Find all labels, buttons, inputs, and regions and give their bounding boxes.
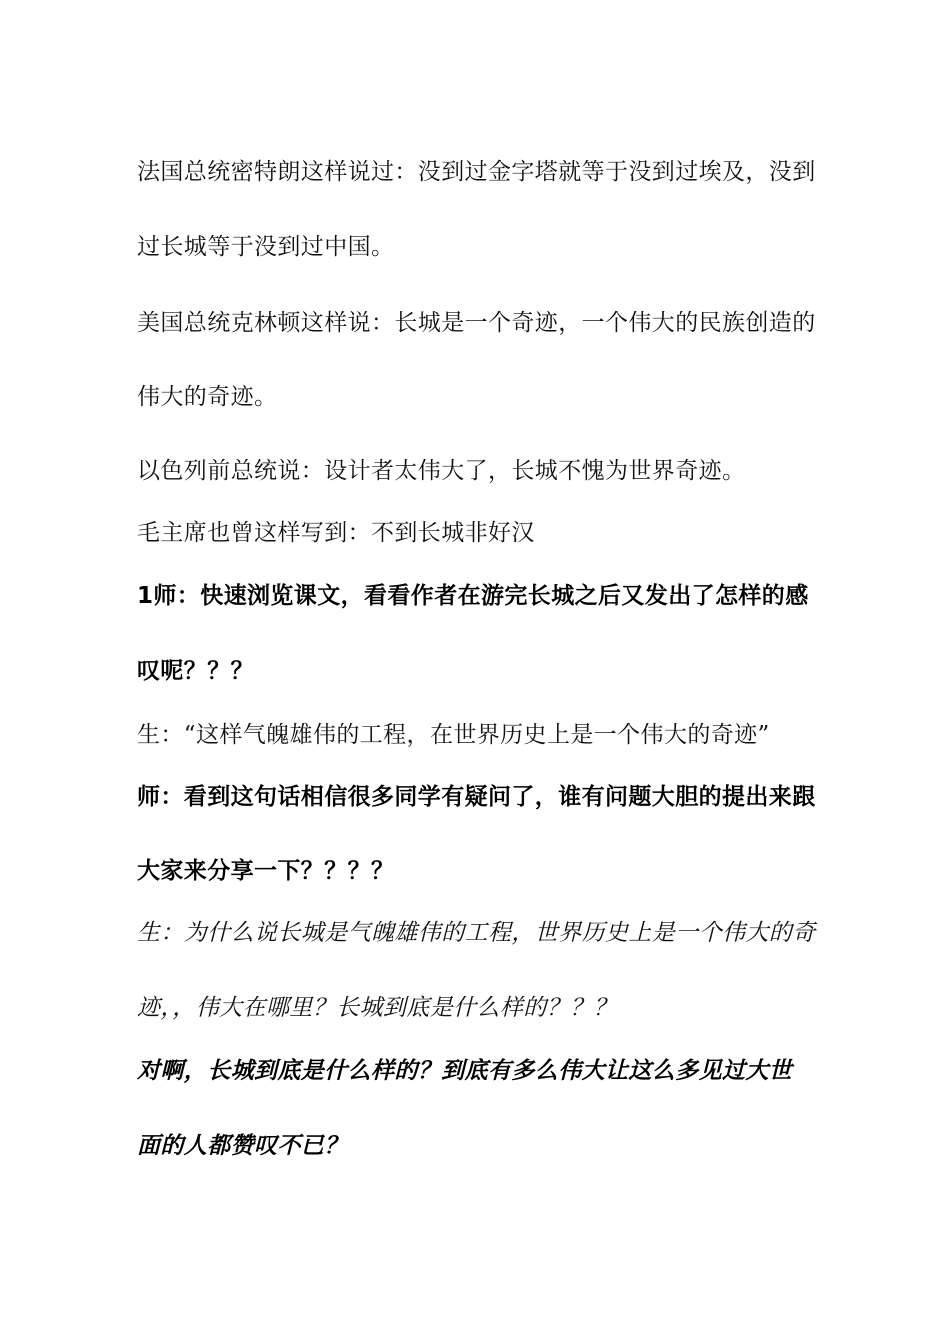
paragraph-mitterrand-line-1: 法国总统密特朗这样说过：没到过金字塔就等于没到过埃及，没到 — [137, 159, 816, 185]
teacher-question-2-line-1: 师：看到这句话相信很多同学有疑问了，谁有问题大胆的提出来跟 — [137, 784, 816, 810]
teacher-question-1-line-2: 叹呢？？？ — [137, 658, 254, 684]
closing-question-line-1: 对啊，长城到底是什么样的？到底有多么伟大让这么多见过大世 — [137, 1058, 793, 1084]
closing-question-line-2: 面的人都赞叹不已？ — [137, 1133, 348, 1159]
teacher-question-1-line-1: 1师：快速浏览课文，看看作者在游完长城之后又发出了怎样的感 — [137, 583, 809, 609]
teacher-question-2-line-2: 大家来分享一下？？？？ — [137, 858, 395, 884]
paragraph-israel-president: 以色列前总统说：设计者太伟大了，长城不愧为世界奇迹。 — [137, 458, 746, 484]
paragraph-clinton-line-1: 美国总统克林顿这样说：长城是一个奇迹，一个伟大的民族创造的 — [137, 310, 816, 336]
paragraph-clinton-line-2: 伟大的奇迹。 — [137, 384, 278, 410]
student-question-line-2: 迹，，伟大在哪里？长城到底是什么样的？？？ — [137, 995, 617, 1021]
student-answer-1: 生：“这样气魄雄伟的工程，在世界历史上是一个伟大的奇迹” — [137, 722, 770, 748]
student-question-line-1: 生：为什么说长城是气魄雄伟的工程，世界历史上是一个伟大的奇 — [137, 920, 816, 946]
paragraph-mitterrand-line-2: 过长城等于没到过中国。 — [137, 234, 395, 260]
paragraph-chairman-mao: 毛主席也曾这样写到：不到长城非好汉 — [137, 520, 535, 546]
